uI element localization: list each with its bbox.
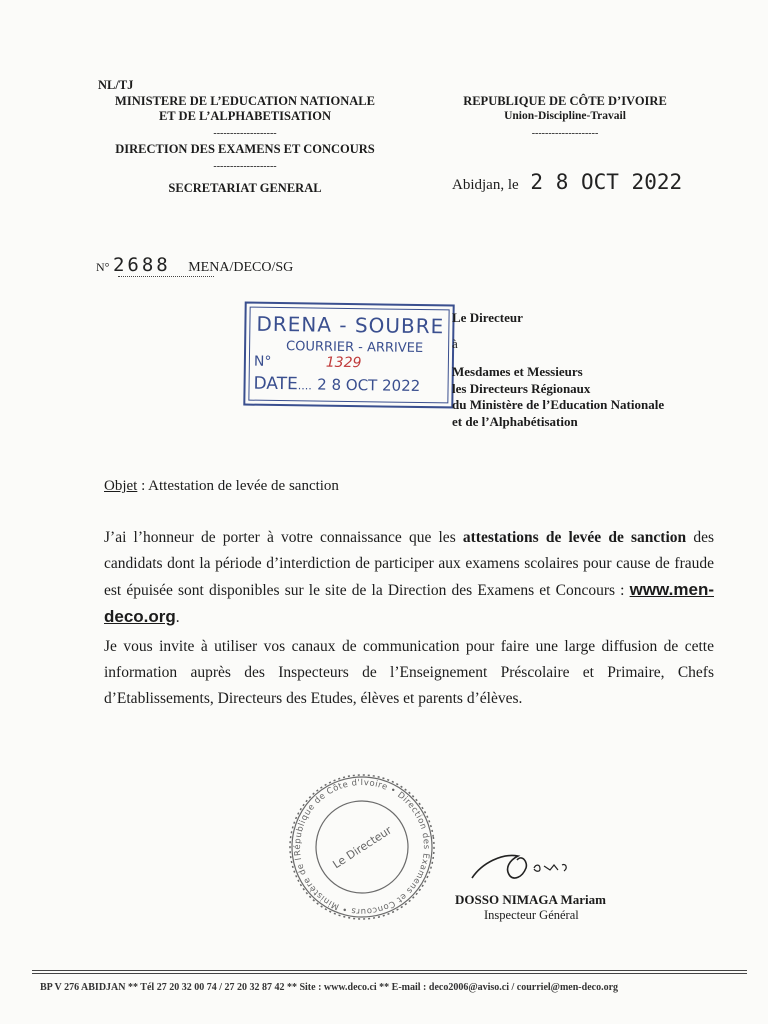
recipient-line4: et de l’Alphabétisation: [452, 413, 578, 429]
ref-suffix: MENA/DECO/SG: [188, 260, 294, 275]
recipient-line3: du Ministère de l’Education Nationale: [452, 397, 665, 412]
subject-text: : Attestation de levée de sanction: [141, 478, 339, 494]
site-link[interactable]: www.men-deco.org: [104, 580, 714, 626]
arrival-stamp: [243, 302, 454, 409]
body-paragraph-2: Je vous invite à utiliser vos canaux de communication pour faire une large diffusion de cette information auprès des Inspecteurs de l’Enseignement Préscolaire et Primaire, Chefs d’Etablissements, Directeurs des Etudes, élèves et parents d’élèves.: [104, 638, 714, 707]
secretariat-name: SECRETARIAT GENERAL: [168, 181, 322, 195]
recipient-block: [452, 310, 664, 430]
stamp-number-row: [254, 354, 434, 373]
ref-prefix: N°: [96, 260, 110, 274]
date-line: [452, 170, 682, 194]
recipient-line1: Mesdames et Messieurs: [452, 364, 583, 379]
separator: -------------------: [213, 128, 277, 139]
stamp-date-label: DATE: [253, 373, 298, 395]
footer-contact: BP V 276 ABIDJAN ** Tél 27 20 32 00 74 / 27 20 32 87 42 ** Site : www.deco.ci ** E-mail : deco2006@aviso.ci / courriel@men-deco.org: [40, 982, 619, 993]
separator: -------------------: [213, 161, 277, 172]
separator: --------------------: [531, 128, 599, 139]
seal-outer-text: République de Côte d'Ivoire • Direction des Examens et Concours • Ministère de l'Education: [292, 777, 432, 917]
republic-block: [440, 94, 690, 141]
recipient-line2: les Directeurs Régionaux: [452, 380, 591, 396]
handwritten-signature: [462, 838, 582, 888]
republic-name: REPUBLIQUE DE CÔTE D’IVOIRE: [463, 94, 667, 108]
sender: Le Directeur: [452, 310, 523, 325]
stamp-number-label: N°: [253, 353, 272, 370]
stamp-date-row: DATE.... 2 8 OCT 2022: [253, 373, 421, 395]
footer-divider-top: [32, 970, 747, 971]
reference-number: [96, 254, 293, 276]
ref-initials: NL/TJ: [98, 78, 134, 92]
official-seal: [284, 772, 440, 922]
direction-name: DIRECTION DES EXAMENS ET CONCOURS: [115, 142, 375, 156]
p1-middle: des candidats dont la période d’interdiction de participer aux examens scolaires pour cause de fraude est épuisée sont disponibles sur le site de la Direction des Examens et Concours :: [104, 529, 714, 599]
stamp-number-value: 1329: [325, 354, 362, 372]
stamp-title: DRENA - SOUBRE: [256, 311, 445, 339]
to-word: à: [452, 335, 458, 351]
stamp-date-value: 2 8 OCT 2022: [317, 375, 421, 395]
ministry-block: [80, 94, 410, 196]
ref-underline: [118, 276, 214, 277]
ref-number-handwritten: 2688: [112, 254, 171, 276]
date-place: Abidjan, le: [452, 177, 519, 193]
subject-label: Objet: [104, 478, 138, 494]
subject: [104, 478, 339, 495]
signatory-title: Inspecteur Général: [484, 908, 579, 922]
body-paragraph-1: [104, 525, 714, 631]
p1-start: J’ai l’honneur de porter à votre connaissance que les: [104, 529, 463, 546]
motto: Union-Discipline-Travail: [504, 110, 626, 122]
seal-center-text: Le Directeur: [330, 823, 395, 872]
signatory-name: DOSSO NIMAGA Mariam: [455, 892, 606, 907]
stamp-subtitle: COURRIER - ARRIVEE: [286, 339, 424, 357]
footer-divider-bottom: [32, 973, 747, 974]
ministry-line1: MINISTERE DE L’EDUCATION NATIONALE: [115, 94, 375, 108]
date-handwritten: 2 8 OCT 2022: [530, 170, 683, 194]
p1-end: .: [175, 609, 180, 626]
p1-bold: attestations de levée de sanction: [462, 529, 687, 546]
ministry-line2: ET DE L’ALPHABETISATION: [158, 109, 332, 123]
